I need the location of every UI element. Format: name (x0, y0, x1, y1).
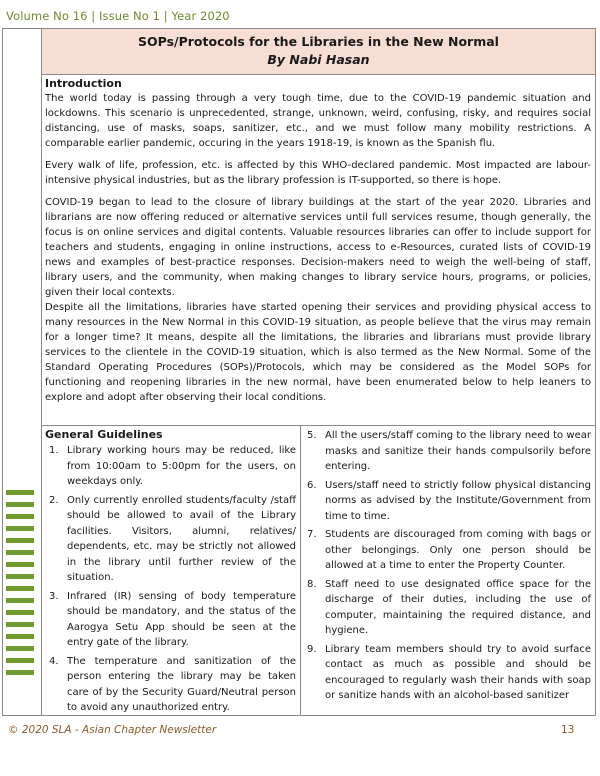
guidelines-right-column (301, 426, 595, 715)
guidelines-left-column (41, 426, 301, 715)
intro-paragraph: COVID-19 began to lead to the closure of library buildings at the start of the year 2020. Libraries and librarians are now offering reduced or alternative services until full services resume, though generally, the focus is on online services and digital contents. Valuable resources libraries can offer to include support for teachers and students, engaging in online instructions, access to e-Resources, curated lists of COVID-19 news and examples of best-practice responses. Decision-makers need to weigh the well-being of staff, library users, and the community, when making changes to library service hours, programs, or policies, given their local contexts. (45, 197, 591, 298)
guidelines-list-right (303, 428, 591, 704)
page-number: 13 (561, 724, 575, 736)
title-banner (41, 29, 595, 75)
decorative-stripes (6, 490, 34, 682)
article-byline: By Nabi Hasan (267, 52, 370, 67)
masthead: Volume No 16 | Issue No 1 | Year 2020 (6, 9, 230, 23)
guideline-item: 3. Infrared (IR) sensing of body temperature should be mandatory, and the status of the Aarogya Setu App should be seen at the entry gate of the library. (49, 590, 296, 648)
article-frame (2, 28, 596, 716)
guidelines-list-left (45, 443, 296, 716)
guideline-item: 6. Users/staff need to strictly follow physical distancing norms as advised by the Institute/Government from time to time. (307, 479, 591, 522)
guideline-item: 4. The temperature and sanitization of the person entering the library may be taken care of by the Security Guard/Neutral person to avoid any unauthorized entry. (49, 655, 296, 713)
footer-copyright: © 2020 SLA - Asian Chapter Newsletter (8, 724, 217, 736)
guideline-item: 7. Students are discouraged from coming with bags or other belongings. Only one person should be allowed at a time to enter the Property Counter. (307, 529, 591, 571)
guideline-item: 8. Staff need to use designated office space for the discharge of their duties, including the use of computer, maintaining the required distance, and hygiene. (307, 578, 591, 636)
guideline-item: 2. Only currently enrolled students/faculty /staff should be allowed to avail of the Library facilities. Visitors, alumni, relatives/ dependents, etc. may be strictly not allowed in the library until further review of the situation. (49, 494, 296, 583)
article-title: SOPs/Protocols for the Libraries in the New Normal (138, 34, 499, 49)
intro-paragraph: The world today is passing through a very tough time, due to the COVID-19 pandemic situation and lockdowns. This scenario is unprecedented, strange, unknown, weird, confusing, risky, and requires social distancing, use of masks, soaps, sanitizer, etc., and we must follow many mobility restrictions. A comparable earlier pandemic, occuring in the years 1918-19, is known as the Spanish flu. (45, 93, 591, 149)
guideline-item: 1. Library working hours may be reduced, like from 10:00am to 5:00pm for the users, on weekdays only. (49, 445, 296, 487)
guidelines-heading: General Guidelines (45, 428, 163, 441)
intro-paragraph: Every walk of life, profession, etc. is affected by this WHO-declared pandemic. Most impacted are labour-intensive physical industries, but as the library profession is IT-supported, so there is hope. (45, 160, 591, 186)
intro-paragraph: Despite all the limitations, libraries have started opening their services and providing physical access to many resources in the New Normal in this COVID-19 situation, as people believe that the virus may remain for a longer time? It means, despite all the limitations, the libraries and librarians must provide library services to the clientele in the COVID-19 situation, which is also termed as the New Normal. Some of the Standard Operating Procedures (SOPs)/Protocols, which may be considered as the Model SOPs for functioning and reopening libraries in the new normal, have been enumerated below to help leaners to explore and adopt after observing their local conditions. (45, 302, 591, 403)
guideline-item: 9. Library team members should try to avoid surface contact as much as possible and should be encouraged to regularly wash their hands with soap or sanitize hands with an alcohol-based sanitizer (307, 643, 591, 701)
introduction-section (41, 74, 595, 426)
guideline-item: 5. All the users/staff coming to the library need to wear masks and sanitize their hands compulsorily before entering. (307, 430, 591, 472)
introduction-heading: Introduction (45, 77, 122, 90)
